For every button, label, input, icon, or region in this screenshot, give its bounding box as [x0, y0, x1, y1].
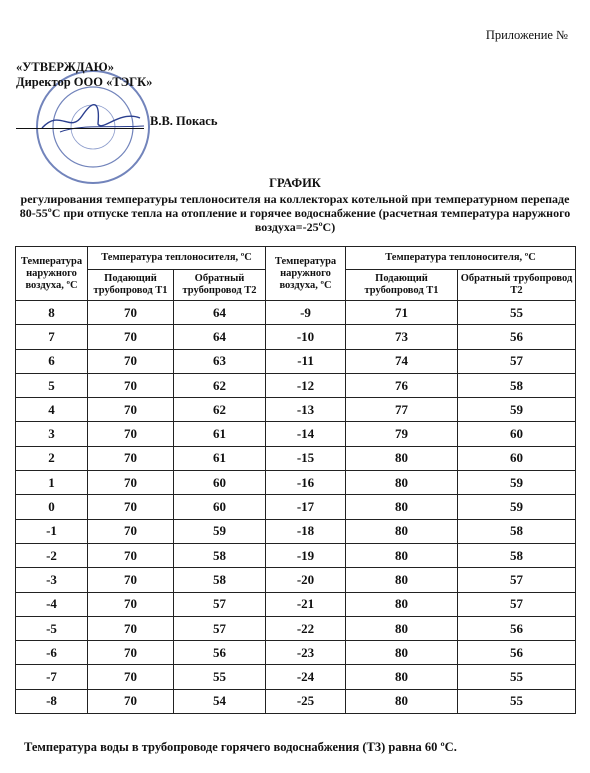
cell: 70 — [88, 665, 174, 689]
cell: 59 — [458, 471, 576, 495]
table-row — [16, 325, 576, 349]
signature-line — [16, 112, 144, 129]
cell: 57 — [174, 616, 266, 640]
footer-note: Температура воды в трубопроводе горячего водоснабжения (Т3) равна 60 ºС. — [24, 740, 457, 754]
table-row — [16, 301, 576, 325]
table-row — [16, 398, 576, 422]
cell: 70 — [88, 592, 174, 616]
cell: 59 — [458, 495, 576, 519]
cell: 70 — [88, 446, 174, 470]
cell: 58 — [458, 519, 576, 543]
signer-name: В.В. Покась — [150, 114, 218, 128]
cell: 70 — [88, 471, 174, 495]
header-coolant-right: Температура теплоносителя, ºС — [346, 247, 576, 270]
approval-block — [16, 60, 152, 90]
cell: 73 — [346, 325, 458, 349]
table-row — [16, 495, 576, 519]
cell: 61 — [174, 422, 266, 446]
cell: 61 — [174, 446, 266, 470]
cell: 80 — [346, 471, 458, 495]
cell: -16 — [266, 471, 346, 495]
header-outdoor-right: Температура наружного воздуха, ºС — [266, 247, 346, 301]
cell: -18 — [266, 519, 346, 543]
header-coolant-left: Температура теплоносителя, ºС — [88, 247, 266, 270]
cell: 80 — [346, 689, 458, 713]
cell: -14 — [266, 422, 346, 446]
cell: -21 — [266, 592, 346, 616]
approval-line2: Директор ООО «ТЭГК» — [16, 75, 153, 89]
cell: 63 — [174, 349, 266, 373]
cell: -3 — [16, 568, 88, 592]
cell: 64 — [174, 301, 266, 325]
cell: -7 — [16, 665, 88, 689]
cell: -12 — [266, 373, 346, 397]
table-row — [16, 641, 576, 665]
cell: -20 — [266, 568, 346, 592]
cell: 70 — [88, 616, 174, 640]
cell: 56 — [458, 616, 576, 640]
cell: -10 — [266, 325, 346, 349]
cell: -6 — [16, 641, 88, 665]
cell: 70 — [88, 398, 174, 422]
cell: 62 — [174, 398, 266, 422]
cell: 71 — [346, 301, 458, 325]
cell: 58 — [174, 568, 266, 592]
cell: 59 — [174, 519, 266, 543]
table-row — [16, 616, 576, 640]
cell: 55 — [174, 665, 266, 689]
table-row — [16, 349, 576, 373]
cell: 70 — [88, 349, 174, 373]
cell: 57 — [458, 592, 576, 616]
cell: 77 — [346, 398, 458, 422]
cell: 80 — [346, 616, 458, 640]
temperature-schedule-table — [15, 246, 576, 714]
cell: -24 — [266, 665, 346, 689]
cell: 0 — [16, 495, 88, 519]
cell: 80 — [346, 641, 458, 665]
table-row — [16, 422, 576, 446]
cell: -25 — [266, 689, 346, 713]
cell: 70 — [88, 422, 174, 446]
table-row — [16, 689, 576, 713]
cell: 60 — [174, 471, 266, 495]
cell: 57 — [174, 592, 266, 616]
cell: 70 — [88, 568, 174, 592]
cell: 80 — [346, 519, 458, 543]
cell: 6 — [16, 349, 88, 373]
cell: 57 — [458, 568, 576, 592]
cell: 58 — [458, 543, 576, 567]
cell: 56 — [174, 641, 266, 665]
cell: 4 — [16, 398, 88, 422]
table-row — [16, 592, 576, 616]
cell: -5 — [16, 616, 88, 640]
cell: -22 — [266, 616, 346, 640]
cell: -1 — [16, 519, 88, 543]
cell: 54 — [174, 689, 266, 713]
header-supply-left: Подающий трубопровод Т1 — [88, 270, 174, 301]
cell: 70 — [88, 543, 174, 567]
cell: 80 — [346, 446, 458, 470]
cell: 70 — [88, 325, 174, 349]
cell: -8 — [16, 689, 88, 713]
cell: 1 — [16, 471, 88, 495]
cell: 5 — [16, 373, 88, 397]
cell: -11 — [266, 349, 346, 373]
cell: -13 — [266, 398, 346, 422]
cell: 55 — [458, 689, 576, 713]
cell: -15 — [266, 446, 346, 470]
header-return-left: Обратный трубопровод Т2 — [174, 270, 266, 301]
cell: 62 — [174, 373, 266, 397]
cell: 80 — [346, 543, 458, 567]
table-row — [16, 471, 576, 495]
cell: -23 — [266, 641, 346, 665]
header-return-right: Обратный трубопровод Т2 — [458, 270, 576, 301]
cell: 80 — [346, 495, 458, 519]
cell: 58 — [174, 543, 266, 567]
cell: 79 — [346, 422, 458, 446]
cell: 70 — [88, 519, 174, 543]
header-supply-right: Подающий трубопровод Т1 — [346, 270, 458, 301]
cell: 80 — [346, 592, 458, 616]
table-row — [16, 446, 576, 470]
cell: 3 — [16, 422, 88, 446]
header-outdoor-left: Температура наружного воздуха, ºС — [16, 247, 88, 301]
cell: -19 — [266, 543, 346, 567]
appendix-label: Приложение № — [485, 28, 568, 42]
cell: 56 — [458, 641, 576, 665]
cell: 70 — [88, 373, 174, 397]
cell: 64 — [174, 325, 266, 349]
table-row — [16, 519, 576, 543]
cell: 76 — [346, 373, 458, 397]
cell: 70 — [88, 641, 174, 665]
table-row — [16, 665, 576, 689]
cell: 60 — [174, 495, 266, 519]
cell: 55 — [458, 665, 576, 689]
cell: 8 — [16, 301, 88, 325]
cell: 57 — [458, 349, 576, 373]
cell: 55 — [458, 301, 576, 325]
cell: 70 — [88, 495, 174, 519]
cell: -17 — [266, 495, 346, 519]
cell: -9 — [266, 301, 346, 325]
approval-line1: «УТВЕРЖДАЮ» — [16, 60, 114, 74]
cell: 58 — [458, 373, 576, 397]
cell: 56 — [458, 325, 576, 349]
cell: -2 — [16, 543, 88, 567]
cell: 59 — [458, 398, 576, 422]
cell: 60 — [458, 422, 576, 446]
cell: 2 — [16, 446, 88, 470]
table-row — [16, 373, 576, 397]
cell: 60 — [458, 446, 576, 470]
cell: 80 — [346, 665, 458, 689]
cell: 7 — [16, 325, 88, 349]
cell: 70 — [88, 301, 174, 325]
cell: -4 — [16, 592, 88, 616]
cell: 70 — [88, 689, 174, 713]
table-row — [16, 568, 576, 592]
cell: 74 — [346, 349, 458, 373]
document-title: ГРАФИК — [269, 176, 321, 190]
table-row — [16, 543, 576, 567]
cell: 80 — [346, 568, 458, 592]
document-subtitle: регулирования температуры теплоносителя на коллекторах котельной при температурном перепаде 80-55ºС при отпуске тепла на отопление и горячее водоснабжение (расчетная температура наружного воздуха=-25ºС) — [19, 192, 571, 234]
